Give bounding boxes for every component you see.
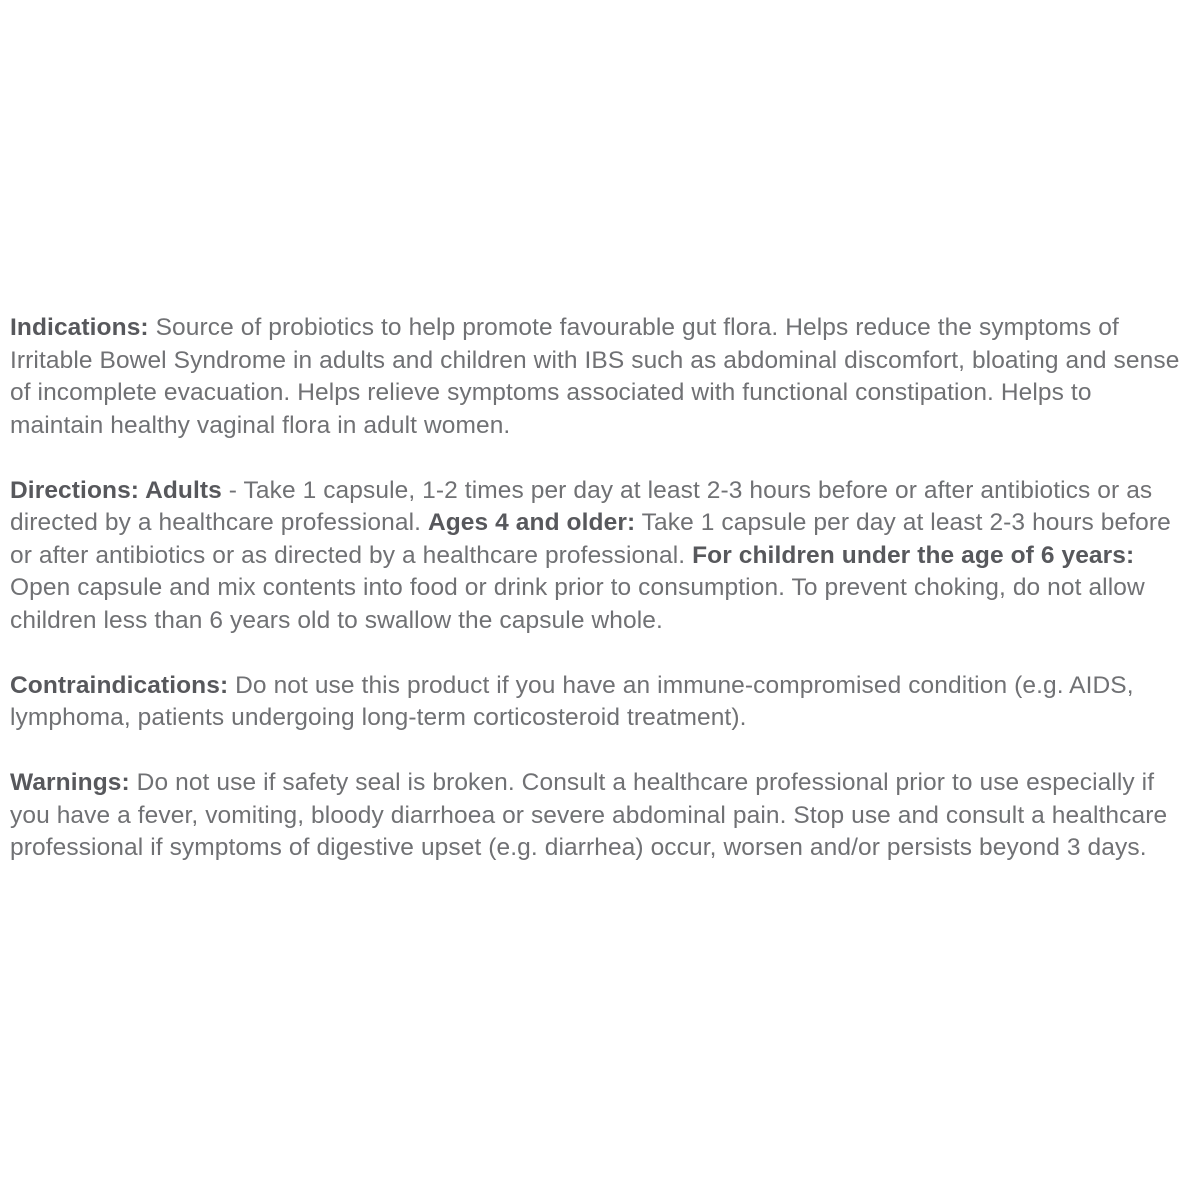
directions-ages4-body: Take 1 capsule per day at least 2-3 hours before or after antibiotics or as directed by a healthcare professional. <box>10 509 1171 569</box>
product-info-sheet <box>10 312 1185 865</box>
directions-under6-body: Open capsule and mix contents into food or drink prior to consumption. To prevent choking, do not allow children less than 6 years old to swallow the capsule whole. <box>10 574 1145 634</box>
contraindications-heading: Contraindications: <box>10 671 229 699</box>
contraindications-body: Do not use this product if you have an immune-compromised condition (e.g. AIDS, lymphoma, patients undergoing long-term corticosteroid treatment). <box>10 671 1134 731</box>
paragraph-contraindications <box>10 670 1185 735</box>
warnings-body: Do not use if safety seal is broken. Consult a healthcare professional prior to use especially if you have a fever, vomiting, bloody diarrhoea or severe abdominal pain. Stop use and consult a healthcare professional if symptoms of digestive upset (e.g. diarrhea) occur, worsen and/or persists beyond 3 days. <box>10 769 1168 861</box>
directions-heading: Directions: Adults <box>10 476 222 504</box>
paragraph-warnings <box>10 767 1185 865</box>
indications-body: Source of probiotics to help promote favourable gut flora. Helps reduce the symptoms of Irritable Bowel Syndrome in adults and children with IBS such as abdominal discomfort, bloating and sense of incomplete evacuation. Helps relieve symptoms associated with functional constipation. Helps to maintain healthy vaginal flora in adult women. <box>10 314 1180 439</box>
warnings-heading: Warnings: <box>10 769 130 796</box>
directions-adults-body: - Take 1 capsule, 1-2 times per day at least 2-3 hours before or after antibiotics or as directed by a healthcare professional. <box>10 476 1153 536</box>
indications-heading: Indications: <box>10 314 149 341</box>
paragraph-directions <box>10 475 1185 638</box>
directions-ages4-heading: Ages 4 and older: <box>427 509 636 536</box>
directions-under6-heading: For children under the age of 6 years: <box>692 541 1135 569</box>
paragraph-indications <box>10 312 1185 442</box>
